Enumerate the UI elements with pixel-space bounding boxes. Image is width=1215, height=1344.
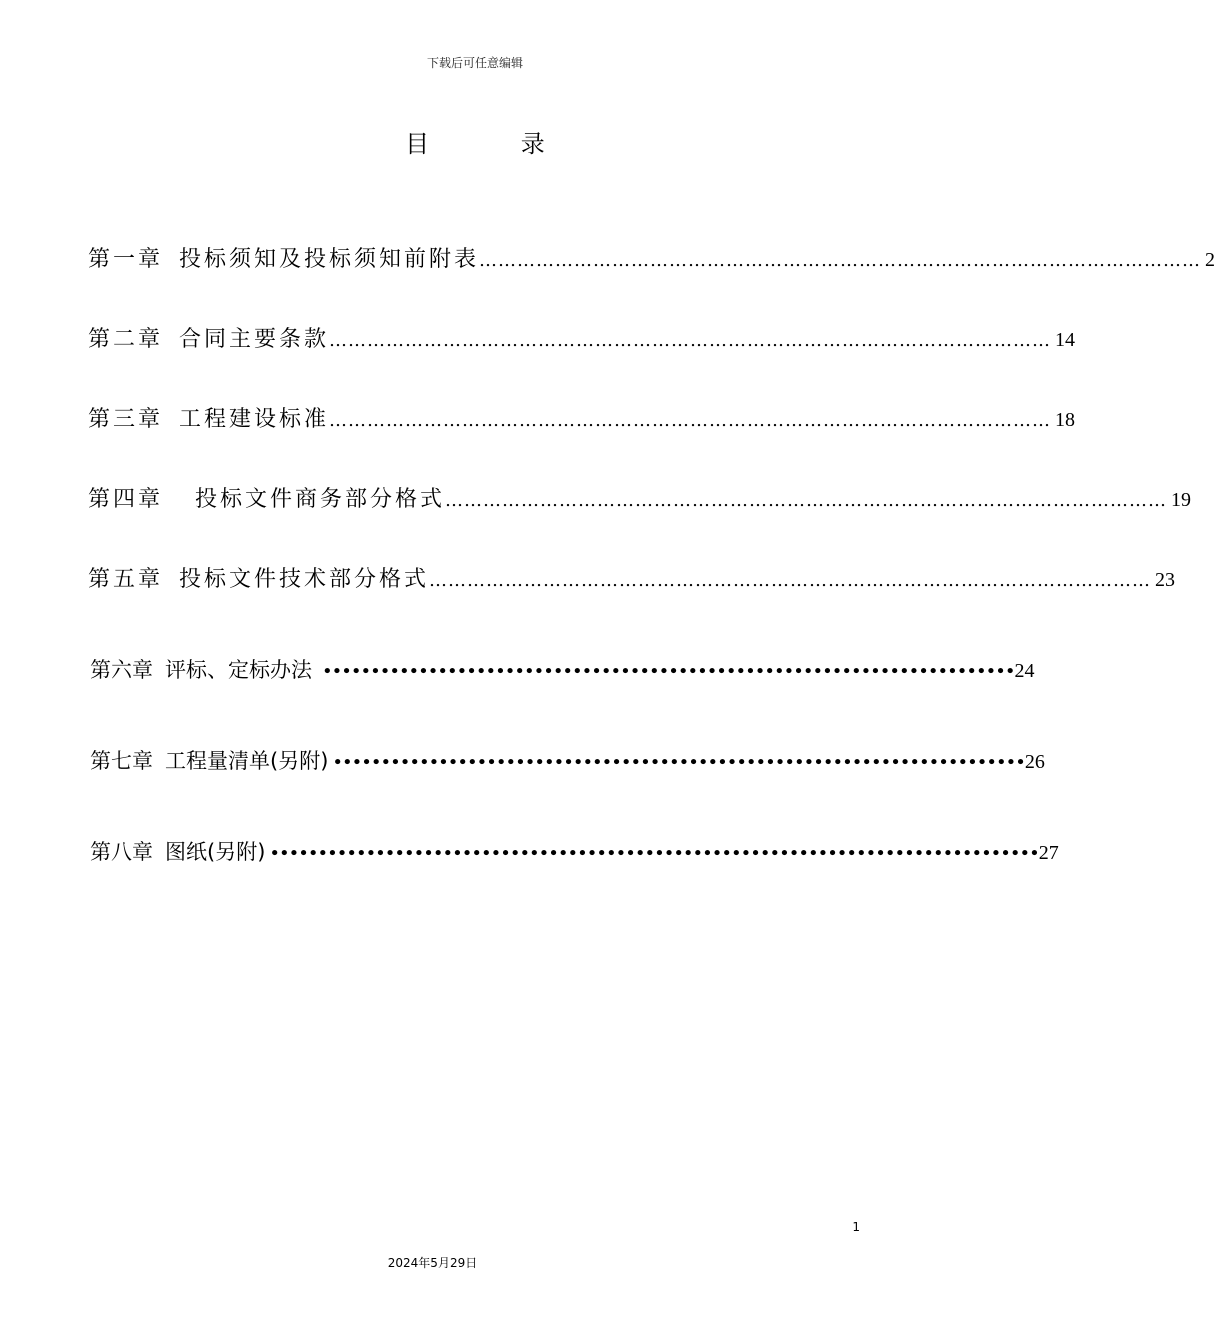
toc-page-number: 23 [1155, 569, 1176, 591]
toc-page-number: 14 [1055, 329, 1076, 351]
toc-entry-5[interactable] [88, 562, 1176, 593]
toc-name: 图纸(另附) [165, 840, 266, 864]
toc-leader: …………………………………………………………………………………………………… [329, 330, 1052, 351]
toc-name: 投标文件技术部分格式 [179, 567, 430, 592]
toc-page-number: 27 [1038, 842, 1059, 864]
toc-page-number: 18 [1055, 409, 1076, 431]
toc-name: 评标、定标办法 [165, 658, 312, 682]
toc-page-number: 26 [1024, 751, 1045, 773]
toc-chapter: 第六章 [90, 658, 153, 682]
toc-name: 工程量清单(另附) [165, 749, 329, 773]
toc-chapter: 第二章 [88, 327, 164, 352]
page-number: 1 [852, 1220, 860, 1234]
toc-leader: •••••••••••••••••••••••••••••••••••••••••••••••••••••••••••••••••••••••• [322, 661, 1015, 682]
toc-entry-1[interactable] [88, 242, 1215, 273]
toc-chapter: 第四章 [88, 487, 164, 512]
toc-entry-7[interactable] [90, 745, 1045, 775]
toc-chapter: 第五章 [88, 567, 164, 592]
toc-title: 目 录 [405, 130, 587, 158]
toc-entry-4[interactable] [88, 482, 1192, 513]
toc-entry-2[interactable] [88, 322, 1076, 353]
toc-page-number: 19 [1171, 489, 1192, 511]
toc-name: 合同主要条款 [179, 327, 330, 352]
footer-date: 2024年5月29日 [387, 1256, 478, 1270]
toc-leader: •••••••••••••••••••••••••••••••••••••••••••••••••••••••••••••••••••••••••••••••• [269, 843, 1039, 864]
toc-chapter: 第三章 [88, 407, 164, 432]
toc-leader: •••••••••••••••••••••••••••••••••••••••••••••••••••••••••••••••••••••••• [332, 752, 1025, 773]
toc-chapter: 第八章 [90, 840, 153, 864]
toc-chapter: 第七章 [90, 749, 153, 773]
toc-leader: …………………………………………………………………………………………………… [329, 410, 1052, 431]
toc-name: 投标须知及投标须知前附表 [179, 247, 480, 272]
toc-page-number: 2 [1205, 249, 1215, 271]
toc-entry-6[interactable] [90, 654, 1035, 684]
toc-leader: …………………………………………………………………………………………………… [479, 250, 1202, 271]
toc-entry-8[interactable] [90, 836, 1059, 866]
toc-leader: …………………………………………………………………………………………………… [429, 570, 1152, 591]
header-note: 下载后可任意编辑 [426, 56, 523, 70]
toc-leader: …………………………………………………………………………………………………… [445, 490, 1168, 511]
toc-name: 投标文件商务部分格式 [195, 487, 446, 512]
toc-entry-3[interactable] [88, 402, 1076, 433]
toc-name: 工程建设标准 [179, 407, 330, 432]
toc-page-number: 24 [1014, 660, 1035, 682]
toc-chapter: 第一章 [88, 247, 164, 272]
